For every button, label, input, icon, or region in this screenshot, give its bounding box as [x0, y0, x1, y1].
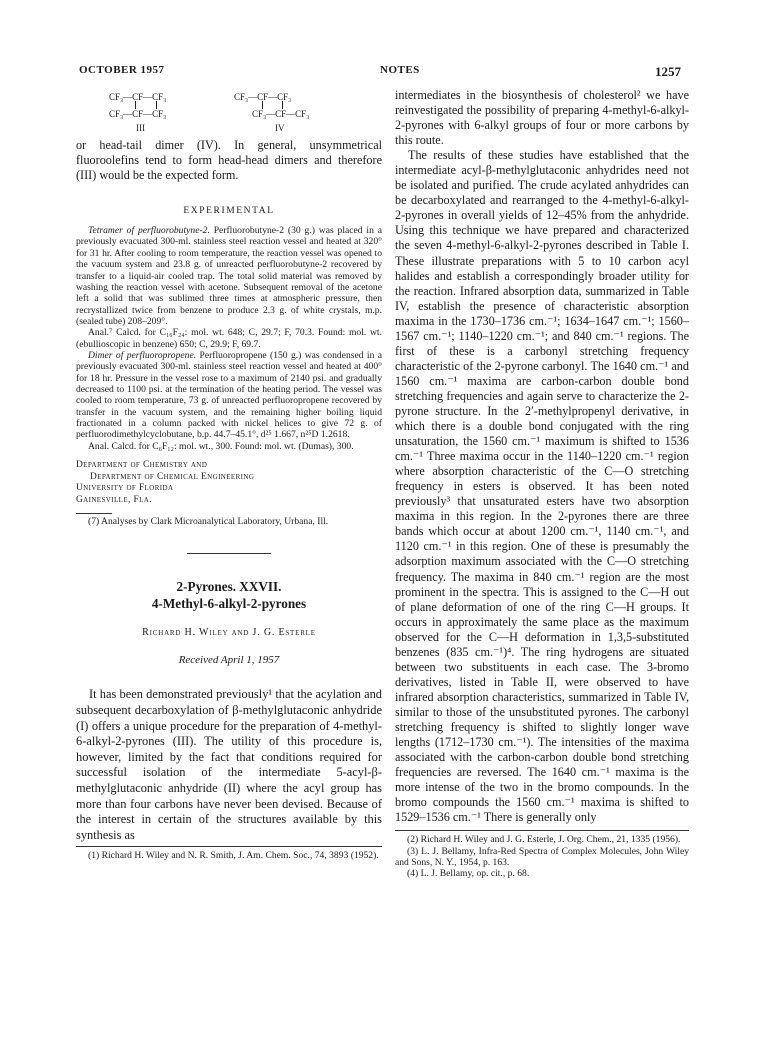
- formula-iii-top: CF₃—CF—CF₃: [109, 92, 167, 102]
- left-column: [76, 88, 382, 862]
- experimental-heading: EXPERIMENTAL: [183, 206, 275, 217]
- footnote-4: (4) L. J. Bellamy, op. cit., p. 68.: [407, 868, 530, 880]
- paragraph-results: The results of these studies have established that the intermediate acyl-β-methylglutaconic anhydrides need not be isolated and purified. The crude acylated anhydrides can be decarboxylated and rearranged to the 4-methyl-6-alkyl-2-pyrones in overall yields of 12–45% from the anhydride. Using this technique we have prepared and characterized the seven 4-methyl-6-alkyl-2-pyrones described in Table I. These illustrate preparations with 5 to 10 carbon acyl halides and establish a correspondingly broader utility for the reaction. Infrared absorption data, summarized in Table IV, establish the presence of characteristic absorption maxima in the 1730–1736 cm.⁻¹; 1634–1647 cm.⁻¹; 1560–1567 cm.⁻¹; 1140–1220 cm.⁻¹; and 840 cm.⁻¹ regions. The first of these is a carbonyl stretching frequency characteristic of the 2-pyrone carbonyl. The 1640 cm.⁻¹ and 1560 cm.⁻¹ maxima are carbon-carbon double bond stretching frequencies and again serve to characterize the 2-pyrone structure. In the 2′-methylpropenyl derivative, in which there is a double bond conjugated with the ring unsaturation, the 1560 cm.⁻¹ maximum is shifted to 1536 cm.⁻¹ Three maxima occur in the 1140–1220 cm.⁻¹ region where absorption characteristic of the C—O stretching frequency in esters is observed. It has been noted previously³ that unsaturated esters have two absorption maxima in this region. In the 2-pyrones there are three bands which occur at about 1200 cm.⁻¹, 1140 cm.⁻¹, and 1120 cm.⁻¹ in this region. One of these is presumably the adsorption maximum associated with the C—O stretching frequency. The maxima in 840 cm.⁻¹ region are the most prominent in the spectra. This is assigned to the C—H out of plane deformation of one of the ring C—H groups. It occurs in approximately the same place as the maximum observed for the C—H deformation in 1,3,5-substituted benzenes (835 cm.⁻¹)⁴. The ring hydrogens are situated between two substituents in each case. The 3-bromo derivatives, listed in Table II, were observed to have infrared absorption characteristics, summarized in Table IV, similar to those of the unsubstituted pyrones. The carbonyl stretching frequency is shifted to slightly longer wave lengths (1712–1730 cm.⁻¹). The intensities of the maxima associated with the carbon-carbon double bond stretching frequencies are reversed. The 1640 cm.⁻¹ maxima is the more intense of the two in the bromo compounds. In the bromo compounds the 1560 cm.⁻¹ maxima is shifted to 1529–1536 cm.⁻¹ There is generally only: [395, 148, 689, 825]
- article-authors: Richard H. Wiley and J. G. Esterle: [142, 627, 316, 639]
- received-date: Received April 1, 1957: [178, 654, 280, 667]
- affiliation-line: University of Florida: [76, 483, 174, 494]
- footnote-2: (2) Richard H. Wiley and J. G. Esterle, J. Org. Chem., 21, 1335 (1956).: [407, 834, 681, 846]
- tetramer-paragraph: [76, 225, 382, 327]
- footnote-7: (7) Analyses by Clark Microanalytical Laboratory, Urbana, Ill.: [88, 516, 329, 528]
- intro-paragraph: or head-tail dimer (IV). In general, unsymmetrical fluoroolefins tend to form head-head dimers and therefore (III) would be the expected form.: [76, 138, 382, 183]
- bond-line: [135, 101, 136, 109]
- body-paragraph: It has been demonstrated previously¹ that the acylation and subsequent decarboxylation of β-methylglutaconic anhydride (I) offers a unique procedure for the preparation of 4-methyl-6-alkyl-2-pyrones (III). The utility of this procedure is, however, limited by the fact that conditions required for successful isolation of the intermediate 5-acyl-β-methylglutaconic anhydride (II) where the acyl group has more than four carbons have never been devised. Because of the interest in certain of the structures available by this synthesis as: [76, 687, 382, 842]
- bond-line: [282, 101, 283, 109]
- running-header-section: NOTES: [380, 64, 420, 76]
- paragraph-intermediates: intermediates in the biosynthesis of cholesterol² we have reinvestigated the possibility of preparing 4-methyl-6-alkyl-2-pyrones with 6-alkyl groups of four or more carbons by this route.: [395, 88, 689, 148]
- footnote-3: (3) L. J. Bellamy, Infra-Red Spectra of Complex Molecules, John Wiley and Sons, N. Y., 1954, p. 163.: [395, 845, 689, 868]
- formula-iv-bottom: CF₃—CF—CF₃: [252, 109, 310, 119]
- tetramer-text: Perfluorobutyne-2 (30 g.) was placed in a previously evacuated 300-ml. stainless steel reaction vessel and heated at 320° for 31 hr. After cooling to room temperature, the reaction vessel was opened to the vacuum system and 23.8 g. of unreacted perfluorobutyne-2 recovered by transfer to a liquid-air cooled trap. The total solid material was removed by washing the reaction vessel with acetone. Subsequent removal of the acetone left a solid that was sublimed three times at atmospheric pressure, then recrystallized twice from benzene to produce 2.3 g. of white crystals, m.p. (sealed tube) 208–209°.: [76, 225, 382, 327]
- affiliation-line: Department of Chemistry and: [76, 460, 208, 471]
- footnote-1: (1) Richard H. Wiley and N. R. Smith, J. Am. Chem. Soc., 74, 3893 (1952).: [88, 850, 379, 862]
- article-title-series: 2-Pyrones. XXVII.: [176, 579, 282, 595]
- footnote-rule: [76, 513, 112, 514]
- affiliation-block: [76, 460, 382, 506]
- page-number: 1257: [655, 64, 681, 79]
- article-separator: [187, 553, 271, 554]
- right-column: [395, 88, 689, 880]
- affiliation-line: Gainesville, Fla.: [76, 494, 152, 505]
- tetramer-title: Tetramer of perfluorobutyne-2.: [88, 225, 210, 237]
- article-title: 4-Methyl-6-alkyl-2-pyrones: [151, 596, 307, 612]
- formula-iv-top: CF₃—CF—CF₃: [234, 92, 292, 102]
- formula-iii-label: III: [136, 123, 145, 133]
- dimer-analysis: Anal. Calcd. for C₆F₁₂: mol. wt., 300. Found: mol. wt. (Dumas), 300.: [88, 440, 354, 452]
- dimer-paragraph: [76, 350, 382, 441]
- structural-formulas: [76, 88, 382, 138]
- dimer-text: Perfluoropropene (150 g.) was condensed in a previously evacuated 300-ml. stainless steel reaction vessel and heated at 400° for 18 hr. Pressure in the vessel rose to a maximum of 2140 psi. and gradually decreased to 1100 psi. at the termination of the heating period. The vessel was cooled to room temperature, 73 g. of unreacted perfluoropropene recovered by transfer in the vacuum system, and the remaining higher boiling liquid fractionated in a column packed with nickel helices to give 72 g. of perfluorodimethylcyclobutane, b.p. 44.7–45.1°, d²⁵ 1.667, n²⁵D 1.2618.: [76, 349, 383, 441]
- formula-iii-bottom: CF₃—CF—CF₃: [109, 109, 167, 119]
- running-header-date: OCTOBER 1957: [79, 64, 165, 76]
- footnote-rule: [76, 846, 382, 847]
- bond-line: [156, 101, 157, 109]
- bond-line: [262, 101, 263, 109]
- dimer-title: Dimer of perfluoropropene.: [88, 349, 197, 361]
- affiliation-line: Department of Chemical Engineering: [90, 471, 255, 482]
- footnote-rule: [395, 830, 689, 831]
- tetramer-analysis: Anal.⁷ Calcd. for C₁₆F₂₄: mol. wt. 648; C, 29.7; F, 70.3. Found: mol. wt. (ebullioscopic in benzene) 650; C, 29.9; F, 69.7.: [76, 327, 382, 350]
- formula-iv-label: IV: [275, 123, 285, 133]
